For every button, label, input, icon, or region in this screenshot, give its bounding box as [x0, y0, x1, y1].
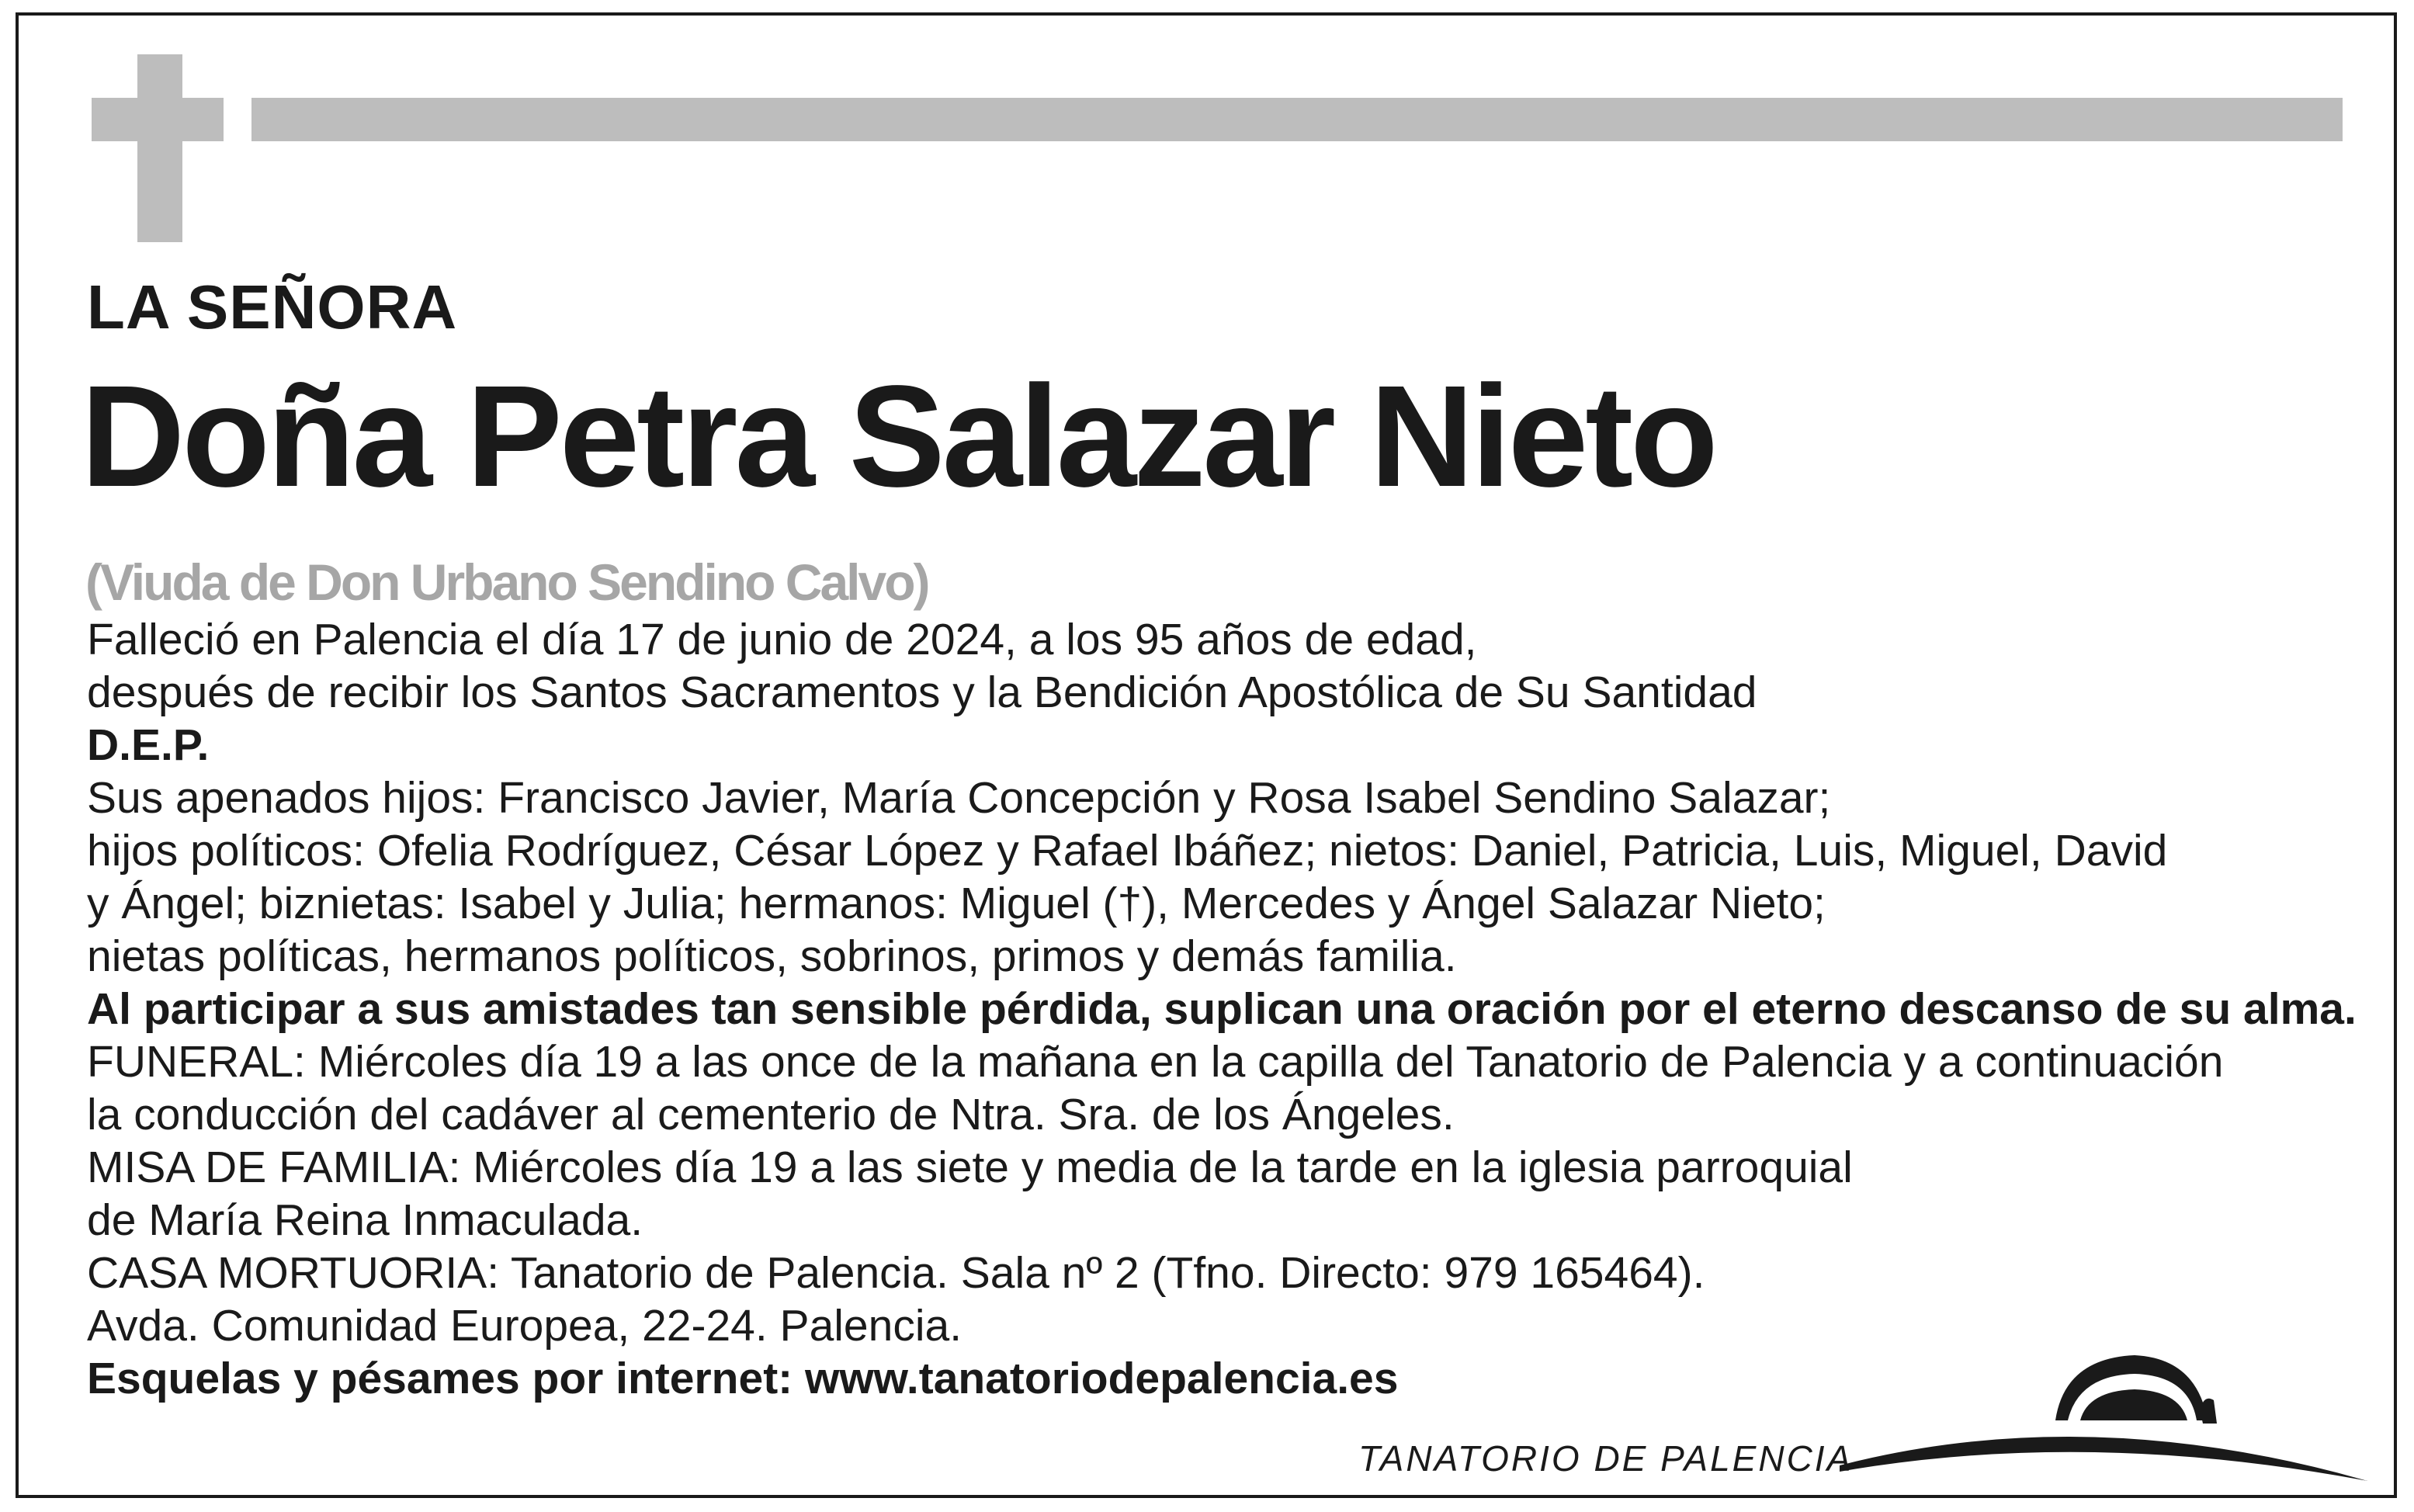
honorific: LA SEÑORA	[87, 272, 458, 342]
family-line: nietas políticas, hermanos políticos, sobrinos, primos y demás familia.	[87, 931, 1457, 981]
sacraments-line: después de recibir los Santos Sacramentos y la Bendición Apostólica de Su Santidad	[87, 668, 1757, 717]
notice-body	[87, 613, 2369, 1405]
address-line: Avda. Comunidad Europea, 22-24. Palencia.	[87, 1301, 962, 1351]
website-line: Esquelas y pésames por internet: www.tanatoriodepalencia.es	[87, 1354, 1399, 1403]
funeral-line: FUNERAL: Miércoles día 19 a las once de la mañana en la capilla del Tanatorio de Palencia y a continuación	[87, 1037, 2224, 1087]
children-line: Sus apenados hijos: Francisco Javier, María Concepción y Rosa Isabel Sendino Salazar;	[87, 773, 1831, 823]
funeral-line-cont: la conducción del cadáver al cementerio de Ntra. Sra. de los Ángeles.	[87, 1090, 1455, 1139]
cross-icon-bar	[92, 98, 224, 141]
deceased-name: Doña Petra Salazar Nieto	[81, 356, 1715, 517]
funeral-home-line: CASA MORTUORIA: Tanatorio de Palencia. Sala nº 2 (Tfno. Directo: 979 165464).	[87, 1248, 1705, 1298]
family-mass-line: MISA DE FAMILIA: Miércoles día 19 a las siete y media de la tarde en la iglesia parroquial	[87, 1143, 1853, 1192]
siblings-line: y Ángel; biznietas: Isabel y Julia; hermanos: Miguel (†), Mercedes y Ángel Salazar Nieto;	[87, 879, 1826, 928]
tanatorio-logo-icon	[1832, 1327, 2375, 1490]
top-rule	[251, 98, 2343, 141]
dep-line: D.E.P.	[87, 720, 210, 770]
family-mass-line-cont: de María Reina Inmaculada.	[87, 1195, 643, 1245]
prayer-request-line: Al participar a sus amistades tan sensible pérdida, suplican una oración por el eterno descanso de su alma.	[87, 984, 2357, 1034]
logo-text: TANATORIO DE PALENCIA	[1358, 1438, 1854, 1479]
death-line: Falleció en Palencia el día 17 de junio de 2024, a los 95 años de edad,	[87, 615, 1477, 664]
widow-of: (Viuda de Don Urbano Sendino Calvo)	[85, 553, 928, 611]
in-laws-line: hijos políticos: Ofelia Rodríguez, César López y Rafael Ibáñez; nietos: Daniel, Patricia, Luis, Miguel, David	[87, 826, 2168, 876]
cross-icon	[137, 54, 182, 242]
